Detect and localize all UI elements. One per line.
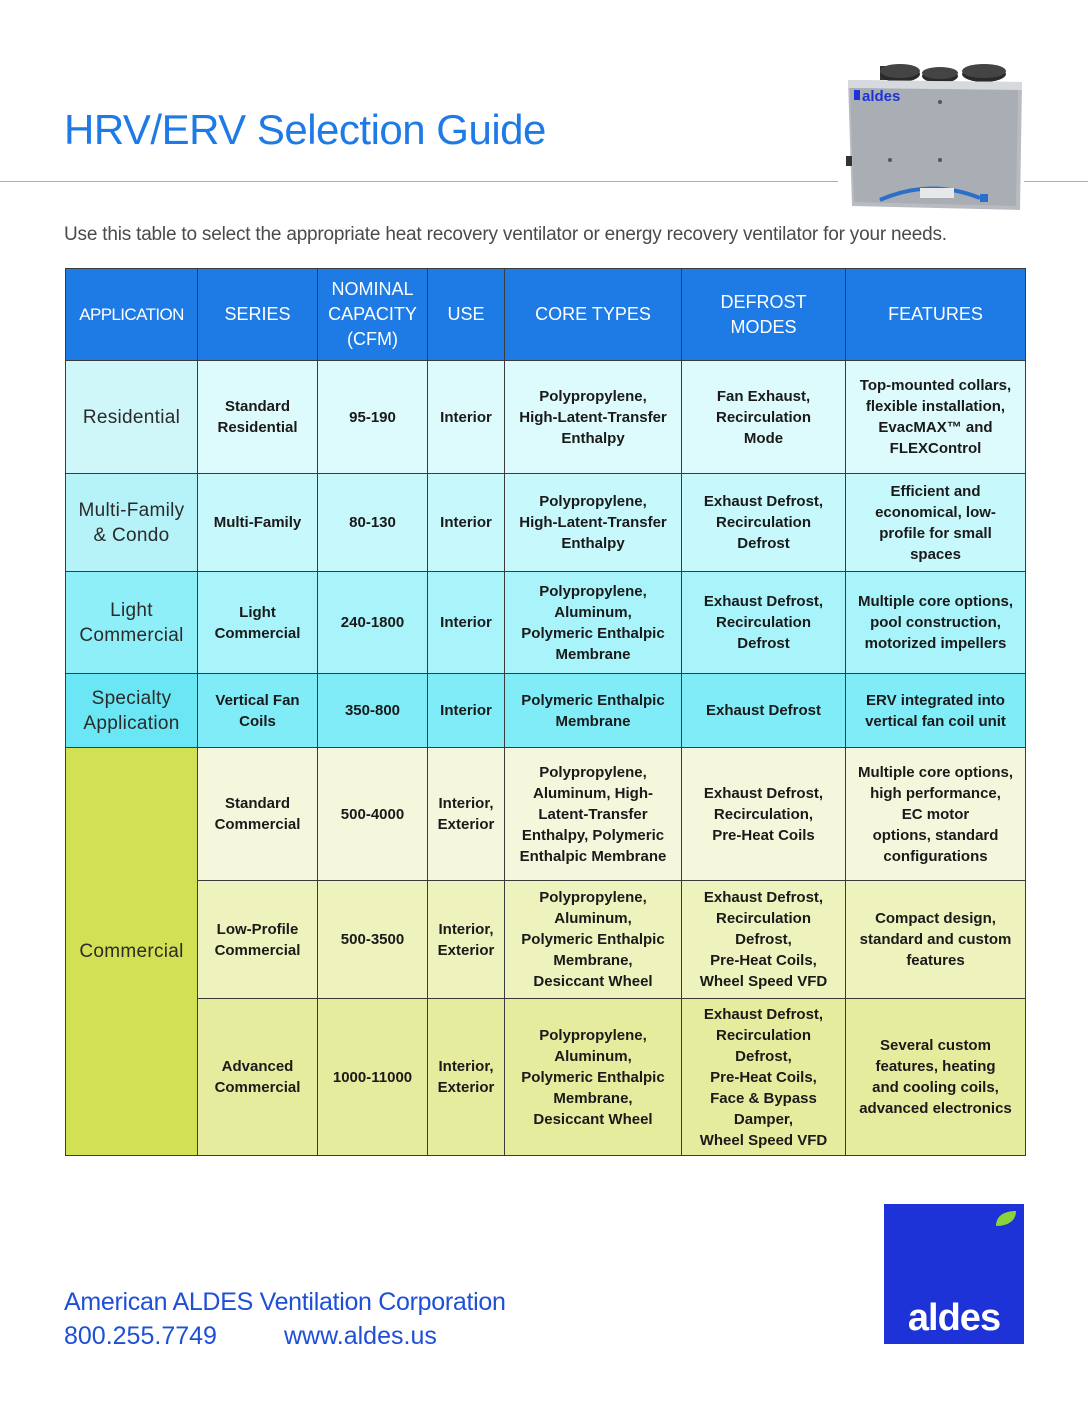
cell-series: Standard Residential xyxy=(198,361,318,474)
table-header-row xyxy=(66,269,1026,361)
cell-use: Interior xyxy=(428,674,505,748)
cell-core-types: Polypropylene, High-Latent-Transfer Enthalpy xyxy=(505,361,682,474)
cell-use: Interior, Exterior xyxy=(428,999,505,1156)
footer-website-link[interactable]: www.aldes.us xyxy=(284,1322,437,1350)
header-core-types: CORE TYPES xyxy=(505,269,682,361)
cell-defrost-modes: Exhaust Defrost, Recirculation Defrost, Pre-Heat Coils, Wheel Speed VFD xyxy=(682,881,846,999)
header-capacity: NOMINAL CAPACITY (CFM) xyxy=(318,269,428,361)
header-application: APPLICATION xyxy=(66,269,198,361)
footer-phone: 800.255.7749 xyxy=(64,1322,217,1350)
header-defrost-modes: DEFROST MODES xyxy=(682,269,846,361)
cell-features: Top-mounted collars, flexible installation, EvacMAX™ and FLEXControl xyxy=(846,361,1026,474)
cell-core-types: Polypropylene, High-Latent-Transfer Enthalpy xyxy=(505,474,682,572)
cell-capacity: 500-4000 xyxy=(318,748,428,881)
header-series: SERIES xyxy=(198,269,318,361)
leaf-icon xyxy=(994,1210,1018,1228)
intro-text: Use this table to select the appropriate heat recovery ventilator or energy recovery ventilator for your needs. xyxy=(64,224,947,245)
cell-series: Light Commercial xyxy=(198,572,318,674)
header-features: FEATURES xyxy=(846,269,1026,361)
table-row xyxy=(66,674,1026,748)
table-row xyxy=(66,572,1026,674)
cell-series: Multi-Family xyxy=(198,474,318,572)
logo-text: aldes xyxy=(907,1297,1001,1339)
cell-capacity: 500-3500 xyxy=(318,881,428,999)
cell-series: Advanced Commercial xyxy=(198,999,318,1156)
cell-core-types: Polypropylene, Aluminum, Polymeric Enthalpic Membrane, Desiccant Wheel xyxy=(505,999,682,1156)
cell-core-types: Polypropylene, Aluminum, High- Latent-Transfer Enthalpy, Polymeric Enthalpic Membrane xyxy=(505,748,682,881)
cell-features: Multiple core options, high performance, EC motor options, standard configurations xyxy=(846,748,1026,881)
table-row xyxy=(66,474,1026,572)
cell-defrost-modes: Exhaust Defrost xyxy=(682,674,846,748)
cell-series: Low-Profile Commercial xyxy=(198,881,318,999)
cell-core-types: Polypropylene, Aluminum, Polymeric Enthalpic Membrane, Desiccant Wheel xyxy=(505,881,682,999)
cell-features: Compact design, standard and custom features xyxy=(846,881,1026,999)
cell-defrost-modes: Exhaust Defrost, Recirculation, Pre-Heat Coils xyxy=(682,748,846,881)
cell-defrost-modes: Exhaust Defrost, Recirculation Defrost, Pre-Heat Coils, Face & Bypass Damper, Wheel Speed VFD xyxy=(682,999,846,1156)
cell-use: Interior, Exterior xyxy=(428,881,505,999)
cell-defrost-modes: Fan Exhaust, Recirculation Mode xyxy=(682,361,846,474)
cell-use: Interior xyxy=(428,474,505,572)
cell-application-commercial: Commercial xyxy=(66,748,198,1156)
selection-table xyxy=(65,268,1026,1156)
table-row xyxy=(66,881,1026,999)
table-row xyxy=(66,748,1026,881)
cell-core-types: Polypropylene, Aluminum, Polymeric Enthalpic Membrane xyxy=(505,572,682,674)
cell-series: Vertical Fan Coils xyxy=(198,674,318,748)
cell-defrost-modes: Exhaust Defrost, Recirculation Defrost xyxy=(682,474,846,572)
cell-application: Residential xyxy=(66,361,198,474)
cell-defrost-modes: Exhaust Defrost, Recirculation Defrost xyxy=(682,572,846,674)
cell-core-types: Polymeric Enthalpic Membrane xyxy=(505,674,682,748)
footer-company-name: American ALDES Ventilation Corporation xyxy=(64,1288,506,1316)
cell-features: Multiple core options, pool construction, motorized impellers xyxy=(846,572,1026,674)
cell-use: Interior xyxy=(428,361,505,474)
cell-use: Interior, Exterior xyxy=(428,748,505,881)
page-title: HRV/ERV Selection Guide xyxy=(64,106,546,153)
cell-capacity: 80-130 xyxy=(318,474,428,572)
product-brand-label: aldes xyxy=(862,88,901,105)
cell-features: Several custom features, heating and cooling coils, advanced electronics xyxy=(846,999,1026,1156)
cell-capacity: 95-190 xyxy=(318,361,428,474)
cell-application: Multi-Family & Condo xyxy=(66,474,198,572)
cell-application: Light Commercial xyxy=(66,572,198,674)
table-row xyxy=(66,999,1026,1156)
aldes-logo xyxy=(884,1204,1024,1344)
product-unit-image xyxy=(840,60,1026,218)
cell-use: Interior xyxy=(428,572,505,674)
cell-capacity: 240-1800 xyxy=(318,572,428,674)
cell-application: Specialty Application xyxy=(66,674,198,748)
header-use: USE xyxy=(428,269,505,361)
cell-series: Standard Commercial xyxy=(198,748,318,881)
table-row xyxy=(66,361,1026,474)
cell-features: Efficient and economical, low- profile for small spaces xyxy=(846,474,1026,572)
cell-capacity: 350-800 xyxy=(318,674,428,748)
cell-capacity: 1000-11000 xyxy=(318,999,428,1156)
cell-features: ERV integrated into vertical fan coil unit xyxy=(846,674,1026,748)
